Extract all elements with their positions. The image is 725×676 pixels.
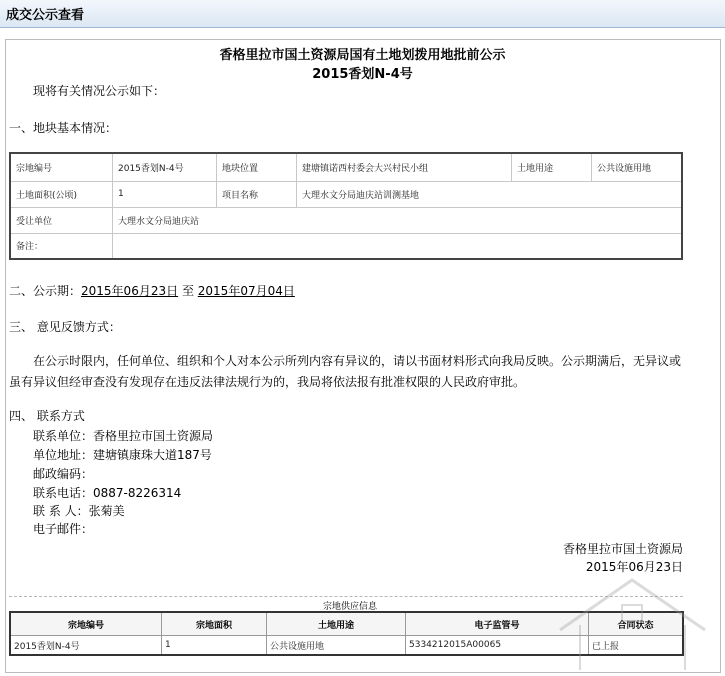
remark-label: 备注： xyxy=(10,233,113,259)
period-end: 2015年07月04日 xyxy=(197,284,295,298)
section4-heading: 四、 联系方式 xyxy=(9,409,85,423)
section3-heading: 三、 意见反馈方式： xyxy=(9,320,121,334)
project-value: 大理水文分局迪庆站训测基地 xyxy=(297,181,683,207)
location-value: 建塘镇诺西村委会大兴村民小组 xyxy=(297,153,512,181)
page-title: 成交公示查看 xyxy=(6,8,85,23)
period-start: 2015年06月23日 xyxy=(81,284,179,298)
supply-header-area: 宗地面积 xyxy=(162,612,267,636)
contact-person: 联 系 人：张菊美 xyxy=(33,504,125,518)
header-bar xyxy=(0,0,725,28)
supply-cell-area: 1 xyxy=(162,636,267,656)
intro-text: 现将有关情况公示如下： xyxy=(33,84,166,98)
supply-header-usage: 土地用途 xyxy=(267,612,406,636)
supply-cell-contract-status: 已上报 xyxy=(589,636,684,656)
area-label: 土地面积(公顷) xyxy=(10,181,113,207)
supply-cell-supervision-no: 5334212015A00065 xyxy=(406,636,589,656)
area-value: 1 xyxy=(113,181,217,207)
contact-postcode: 邮政编码： xyxy=(33,467,94,481)
contact-email: 电子邮件： xyxy=(33,522,94,536)
supply-header-supervision-no: 电子监管号 xyxy=(406,612,589,636)
supply-caption: 宗地供应信息 xyxy=(322,602,377,612)
parcel-info-table xyxy=(9,152,683,260)
section2-heading: 二、公示期： xyxy=(9,284,82,298)
project-label: 项目名称 xyxy=(217,181,297,207)
usage-label: 土地用途 xyxy=(512,153,592,181)
contact-unit: 联系单位：香格里拉市国土资源局 xyxy=(33,429,214,443)
period-to: 至 xyxy=(181,284,194,298)
feedback-line-2: 虽有异议但经审查没有发现存在违反法律法规行为的，我局将依法报有批准权限的人民政府审批。 xyxy=(9,375,526,389)
section2-line xyxy=(9,282,295,299)
signature-org: 香格里拉市国土资源局 xyxy=(562,542,683,556)
usage-value: 公共设施用地 xyxy=(592,153,683,181)
watermark-house-icon xyxy=(540,575,725,676)
location-label: 地块位置 xyxy=(217,153,297,181)
supply-header-contract-status: 合同状态 xyxy=(589,612,684,636)
signature-date: 2015年06月23日 xyxy=(585,560,683,574)
contact-address: 单位地址：建塘镇康珠大道187号 xyxy=(33,448,212,462)
contact-phone: 联系电话：0887-8226314 xyxy=(33,486,182,500)
feedback-line-1: 在公示时限内，任何单位、组织和个人对本公示所列内容有异议的，请以书面材料形式向我局反映。公示期满后，无异议或 xyxy=(33,354,682,368)
notice-number: 2015香划N-4号 xyxy=(312,67,413,82)
supply-cell-parcel-no: 2015香划N-4号 xyxy=(10,636,162,656)
grantee-label: 受让单位 xyxy=(10,207,113,233)
parcel-no-value: 2015香划N-4号 xyxy=(113,153,217,181)
remark-value xyxy=(113,233,683,259)
supply-cell-usage: 公共设施用地 xyxy=(267,636,406,656)
parcel-no-label: 宗地编号 xyxy=(10,153,113,181)
section1-heading: 一、地块基本情况： xyxy=(9,121,118,135)
supply-header-parcel-no: 宗地编号 xyxy=(10,612,162,636)
notice-title: 香格里拉市国土资源局国有土地划拨用地批前公示 xyxy=(219,48,506,63)
grantee-value: 大理水文分局迪庆站 xyxy=(113,207,683,233)
